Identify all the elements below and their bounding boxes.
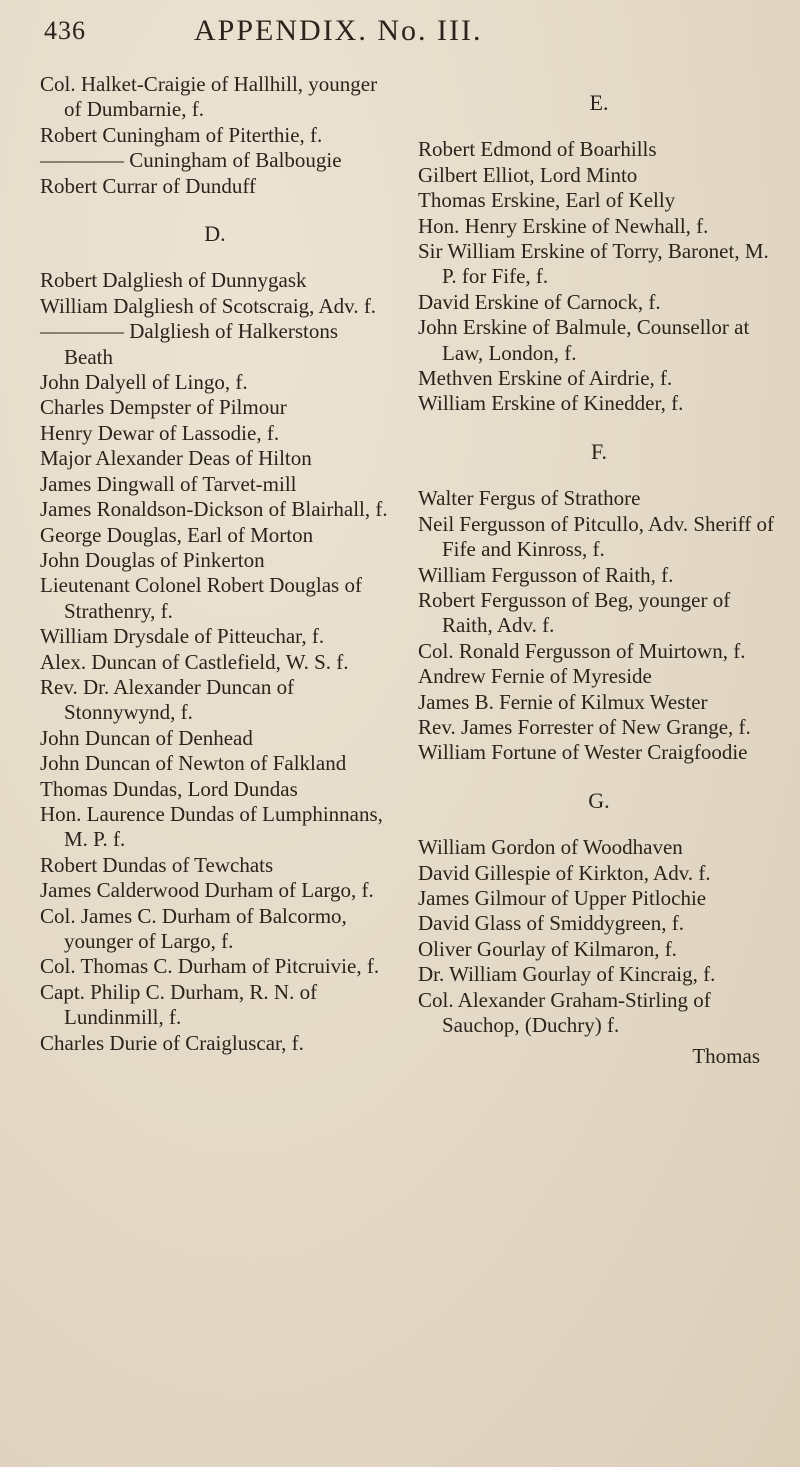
list-entry: Col. Halket-Craigie of Hallhill, younger of Dumbarnie, f.: [40, 72, 378, 122]
list-entry: John Erskine of Balmule, Counsellor at Law, London, f.: [418, 315, 750, 365]
list-entry: William Erskine of Kinedder, f.: [418, 391, 684, 416]
list-entry: Capt. Philip C. Durham, R. N. of Lundinmill, f.: [40, 979, 318, 1030]
list-entry: David Gillespie of Kirkton, Adv. f.: [418, 860, 711, 885]
catchword: Thomas: [692, 1044, 760, 1069]
list-entry: Major Alexander Deas of Hilton: [40, 446, 312, 471]
running-title: APPENDIX. No. III.: [194, 14, 483, 47]
list-entry: Neil Fergusson of Pitcullo, Adv. Sheriff of Fife and Kinross, f.: [418, 511, 775, 562]
list-entry: James Calderwood Durham of Largo, f.: [40, 878, 374, 903]
list-entry: Rev. James Forrester of New Grange, f.: [418, 714, 751, 739]
list-entry: ———— Cuningham of Balbougie: [40, 148, 342, 173]
list-entry: Robert Edmond of Boarhills: [418, 137, 657, 162]
list-entry: George Douglas, Earl of Morton: [40, 522, 314, 547]
list-entry: Thomas Erskine, Earl of Kelly: [418, 188, 676, 213]
list-entry: John Dalyell of Lingo, f.: [40, 370, 248, 395]
list-entry: James Gilmour of Upper Pitlochie: [418, 885, 707, 910]
list-entry: Charles Durie of Craigluscar, f.: [40, 1030, 304, 1055]
list-entry: David Glass of Smiddygreen, f.: [418, 911, 684, 936]
list-entry: Sir William Erskine of Torry, Baronet, M. P. for Fife, f.: [418, 239, 769, 289]
left-column: [40, 72, 390, 1056]
list-entry: Col. Ronald Fergusson of Muirtown, f.: [418, 638, 746, 663]
list-entry: William Drysdale of Pitteuchar, f.: [40, 624, 325, 649]
list-entry: William Fergusson of Raith, f.: [418, 562, 674, 587]
list-entry: Robert Dundas of Tewchats: [40, 852, 274, 877]
list-entry: William Dalgliesh of Scotscraig, Adv. f.: [40, 293, 377, 318]
list-entry: Rev. Dr. Alexander Duncan of Stonnywynd, f.: [40, 674, 295, 725]
list-entry: Hon. Henry Erskine of Newhall, f.: [418, 213, 709, 238]
list-entry: Andrew Fernie of Myreside: [418, 664, 652, 689]
list-entry: Oliver Gourlay of Kilmaron, f.: [418, 936, 677, 961]
list-entry: John Douglas of Pinkerton: [40, 547, 265, 572]
list-entry: James Dingwall of Tarvet-mill: [40, 471, 297, 496]
page-number: 436: [44, 16, 86, 45]
list-entry: ———— Dalgliesh of Halkerstons Beath: [40, 319, 339, 369]
list-entry: Alex. Duncan of Castlefield, W. S. f.: [40, 649, 349, 674]
list-entry: Col. James C. Durham of Balcormo, younger of Largo, f.: [40, 903, 347, 953]
section-letter: E.: [589, 90, 609, 115]
section-letter: F.: [591, 438, 607, 464]
list-entry: William Gordon of Woodhaven: [418, 835, 683, 860]
section-letter: G.: [588, 787, 610, 813]
list-entry: John Duncan of Denhead: [40, 725, 253, 750]
list-entry: Methven Erskine of Airdrie, f.: [418, 366, 673, 391]
list-entry: Lieutenant Colonel Robert Douglas of Strathenry, f.: [40, 573, 362, 623]
list-entry: John Duncan of Newton of Falkland: [40, 751, 347, 776]
list-entry: Henry Dewar of Lassodie, f.: [40, 420, 280, 445]
section-letter: D.: [204, 221, 226, 247]
list-entry: Thomas Dundas, Lord Dundas: [40, 776, 298, 801]
list-entry: David Erskine of Carnock, f.: [418, 289, 661, 314]
list-entry: Robert Fergusson of Beg, younger of Raith, Adv. f.: [418, 587, 731, 638]
list-entry: Walter Fergus of Strathore: [418, 486, 641, 511]
list-entry: Col. Thomas C. Durham of Pitcruivie, f.: [40, 954, 380, 979]
list-entry: James Ronaldson-Dickson of Blairhall, f.: [40, 497, 388, 522]
list-entry: Robert Dalgliesh of Dunnygask: [40, 268, 307, 293]
list-entry: Robert Cuningham of Piterthie, f.: [40, 122, 323, 147]
list-entry: Col. Alexander Graham-Stirling of Sauchop, (Duchry) f.: [418, 987, 711, 1037]
list-entry: Robert Currar of Dunduff: [40, 173, 256, 198]
page-header: [44, 12, 760, 52]
list-entry: Hon. Laurence Dundas of Lumphinnans, M. P. f.: [40, 801, 383, 852]
list-entry: Dr. William Gourlay of Kincraig, f.: [418, 962, 716, 987]
right-column: [418, 72, 780, 1070]
list-entry: James B. Fernie of Kilmux Wester: [418, 689, 708, 714]
list-entry: William Fortune of Wester Craigfoodie: [418, 740, 748, 765]
list-entry: Charles Dempster of Pilmour: [40, 395, 287, 420]
list-entry: Gilbert Elliot, Lord Minto: [418, 162, 638, 187]
